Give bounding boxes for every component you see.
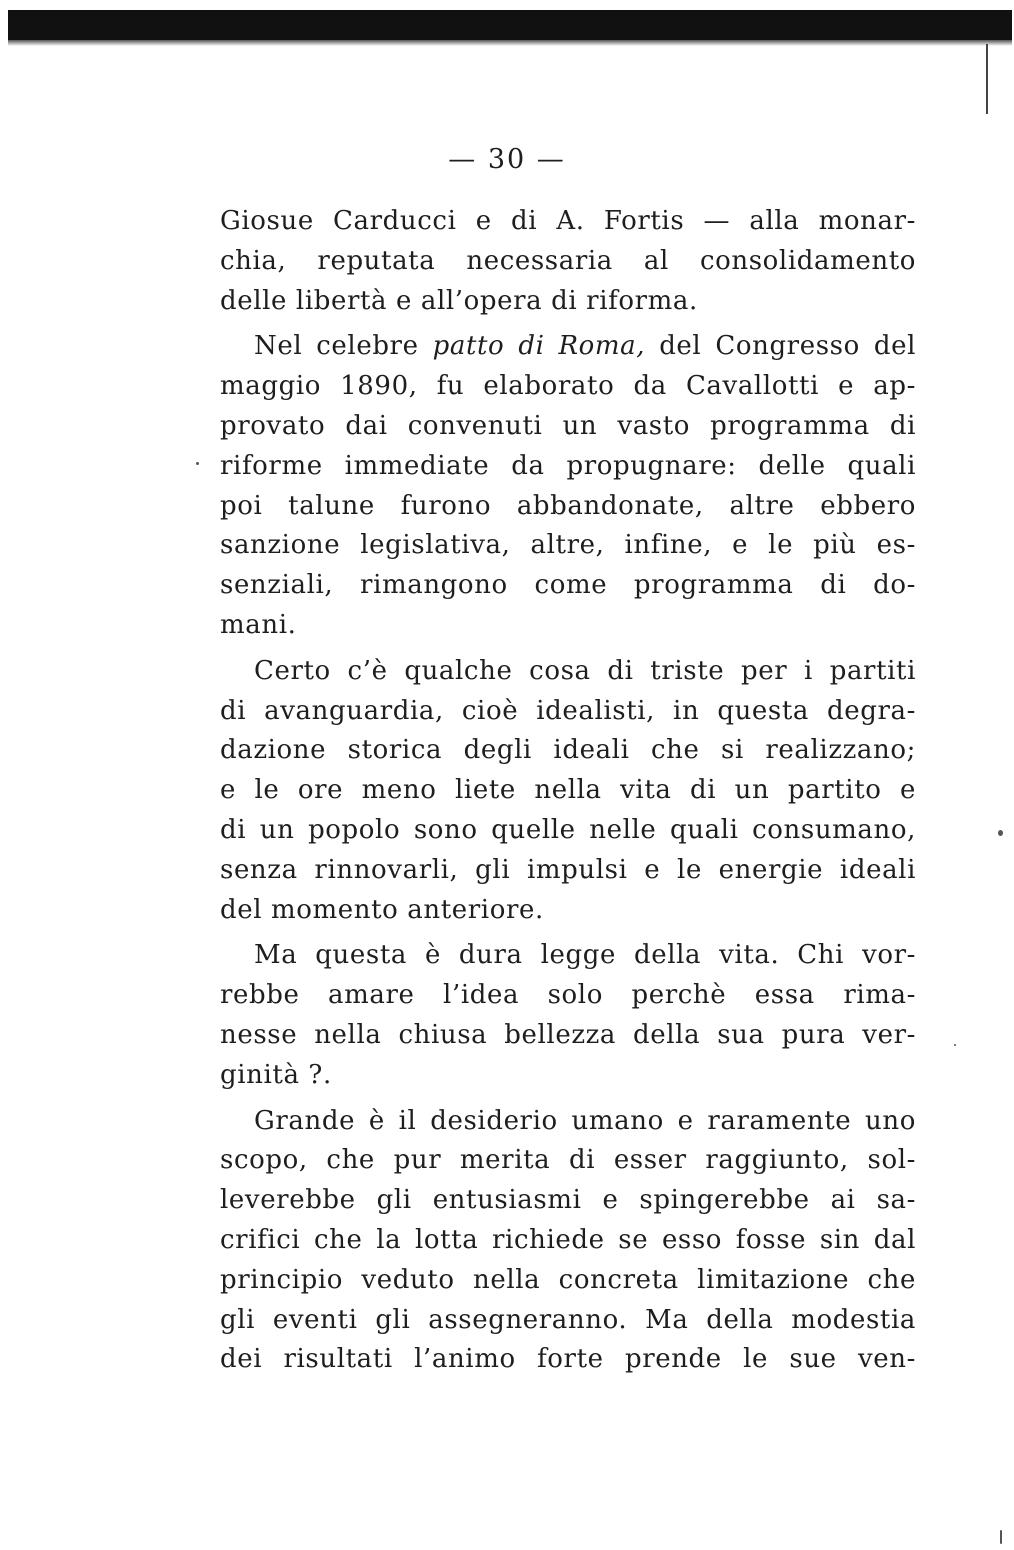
text-line: e le ore meno liete nella vita di un partito e bbox=[220, 775, 916, 806]
text-line: scopo, che pur merita di esser raggiunto, sol- bbox=[220, 1145, 916, 1176]
text-line: di avanguardia, cioè idealisti, in questa degra- bbox=[220, 695, 916, 726]
text-line: crifici che la lotta richiede se esso fosse sin dal bbox=[220, 1224, 916, 1255]
body-text bbox=[220, 202, 916, 1380]
text-line: Ma questa è dura legge della vita. Chi vor- bbox=[254, 940, 916, 971]
paragraph-5 bbox=[220, 1102, 916, 1381]
paragraph-2 bbox=[220, 327, 916, 645]
italic-title: patto di Roma, bbox=[432, 331, 646, 362]
scan-speck bbox=[998, 830, 1003, 836]
page-number: — 30 — bbox=[448, 144, 566, 175]
text-line: Giosue Carducci e di A. Fortis — alla monar- bbox=[220, 206, 916, 236]
text-run: del Congresso del bbox=[659, 331, 916, 362]
text-line: senziali, rimangono come programma di do- bbox=[220, 570, 916, 601]
text-line: del momento anteriore. bbox=[220, 894, 544, 925]
top-border-shadow bbox=[8, 40, 1012, 46]
text-line: provato dai convenuti un vasto programma di bbox=[220, 410, 916, 441]
paragraph-3 bbox=[220, 652, 916, 931]
text-line: Grande è il desiderio umano e raramente uno bbox=[254, 1105, 916, 1136]
text-line: sanzione legislativa, altre, infine, e le più es- bbox=[220, 530, 916, 561]
text-line: ginità ?. bbox=[220, 1059, 332, 1090]
scan-speck bbox=[1000, 1530, 1002, 1544]
text-line: leverebbe gli entusiasmi e spingerebbe ai sa- bbox=[220, 1185, 916, 1216]
text-line: chia, reputata necessaria al consolidamento bbox=[220, 245, 916, 276]
scan-speck bbox=[196, 462, 199, 465]
text-line: di un popolo sono quelle nelle quali consumano, bbox=[220, 814, 916, 845]
text-line: delle libertà e all’opera di riforma. bbox=[220, 285, 698, 316]
paragraph-4 bbox=[220, 936, 916, 1095]
right-page-edge bbox=[986, 44, 988, 114]
text-line: maggio 1890, fu elaborato da Cavallotti e ap- bbox=[220, 371, 916, 402]
text-line: dazione storica degli ideali che si realizzano; bbox=[220, 735, 916, 766]
paragraph-1 bbox=[220, 202, 916, 321]
text-line: principio veduto nella concreta limitazione che bbox=[220, 1264, 916, 1295]
text-line: senza rinnovarli, gli impulsi e le energie ideali bbox=[220, 854, 916, 885]
text-line bbox=[220, 327, 916, 367]
text-line: poi talune furono abbandonate, altre ebbero bbox=[220, 490, 916, 521]
text-line: riforme immediate da propugnare: delle quali bbox=[220, 450, 916, 481]
text-line: Certo c’è qualche cosa di triste per i partiti bbox=[254, 655, 916, 686]
text-line: mani. bbox=[220, 609, 297, 640]
text-line: dei risultati l’animo forte prende le sue ven- bbox=[220, 1344, 916, 1375]
scan-speck bbox=[954, 1044, 956, 1046]
text-line: gli eventi gli assegneranno. Ma della modestia bbox=[220, 1304, 916, 1335]
text-line: rebbe amare l’idea solo perchè essa rima- bbox=[220, 980, 916, 1011]
top-border-rule bbox=[8, 10, 1012, 40]
text-line: nesse nella chiusa bellezza della sua pura ver- bbox=[220, 1019, 916, 1050]
text-run: Nel celebre bbox=[254, 331, 419, 362]
